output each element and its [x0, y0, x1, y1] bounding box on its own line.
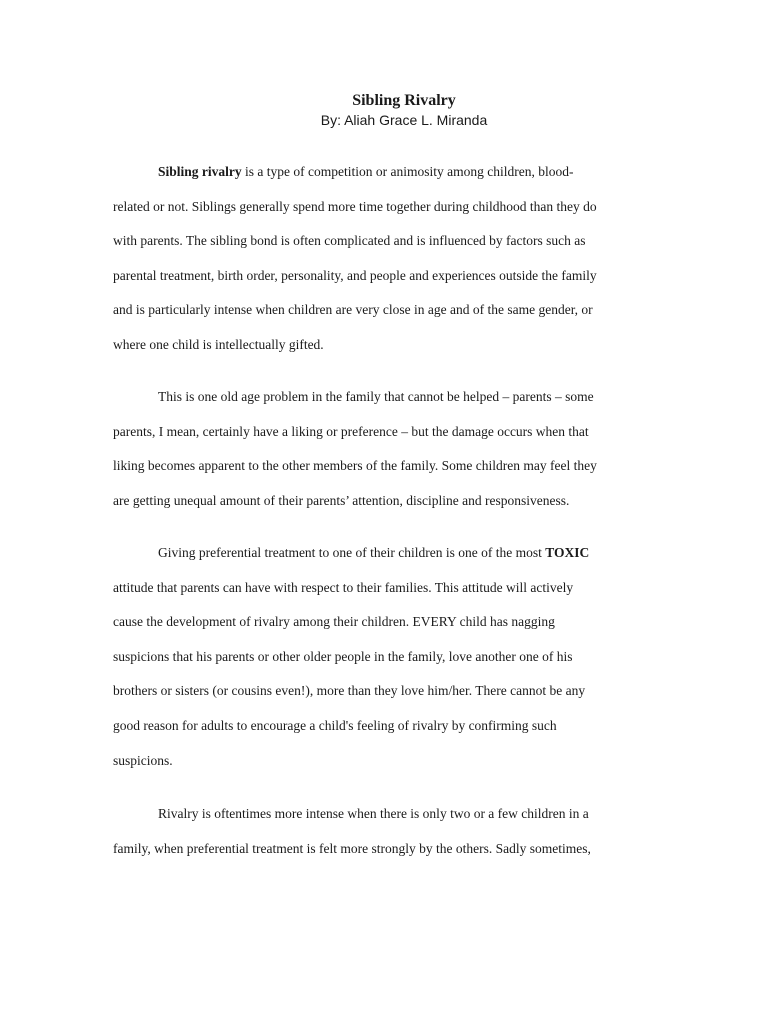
paragraph-line: family, when preferential treatment is felt more strongly by the others. Sadly sometimes,	[113, 840, 591, 856]
paragraph-1	[113, 155, 653, 363]
paragraph-line	[113, 155, 653, 190]
bold-term: Sibling rivalry	[158, 164, 242, 179]
paragraph-line: with parents. The sibling bond is often complicated and is influenced by factors such as	[113, 233, 586, 249]
paragraph-line: suspicions that his parents or other older people in the family, love another one of his	[113, 648, 573, 664]
paragraph-line: are getting unequal amount of their parents’ attention, discipline and responsiveness.	[113, 492, 570, 508]
paragraph-line: parents, I mean, certainly have a liking or preference – but the damage occurs when that	[113, 423, 589, 439]
paragraph-line: related or not. Siblings generally spend more time together during childhood than they do	[113, 198, 597, 214]
line-text: is a type of competition or animosity among children, blood-	[241, 164, 574, 179]
paragraph-line: good reason for adults to encourage a child's feeling of rivalry by confirming such	[113, 717, 557, 733]
paragraph-line: and is particularly intense when children are very close in age and of the same gender, or	[113, 302, 593, 318]
paragraph-line	[113, 536, 653, 571]
paragraph-4	[113, 797, 653, 866]
paragraph-line: This is one old age problem in the family that cannot be helped – parents – some	[158, 389, 594, 404]
paragraph-line: cause the development of rivalry among their children. EVERY child has nagging	[113, 614, 555, 630]
paragraph-line: where one child is intellectually gifted.	[113, 336, 324, 352]
document-byline: By: Aliah Grace L. Miranda	[320, 112, 488, 128]
paragraph-line: attitude that parents can have with respect to their families. This attitude will actively	[113, 579, 574, 595]
paragraph-3	[113, 536, 653, 778]
paragraph-line: brothers or sisters (or cousins even!), more than they love him/her. There cannot be any	[113, 683, 586, 699]
line-text: Giving preferential treatment to one of their children is one of the most	[158, 545, 546, 560]
paragraph-line: liking becomes apparent to the other members of the family. Some children may feel they	[113, 458, 597, 474]
paragraph-2	[113, 380, 653, 518]
paragraph-line: parental treatment, birth order, personality, and people and experiences outside the family	[113, 267, 597, 283]
bold-term: TOXIC	[545, 545, 590, 560]
paragraph-line: Rivalry is oftentimes more intense when there is only two or a few children in a	[158, 806, 589, 821]
paragraph-line: suspicions.	[113, 752, 173, 768]
document-title: Sibling Rivalry	[352, 92, 456, 109]
